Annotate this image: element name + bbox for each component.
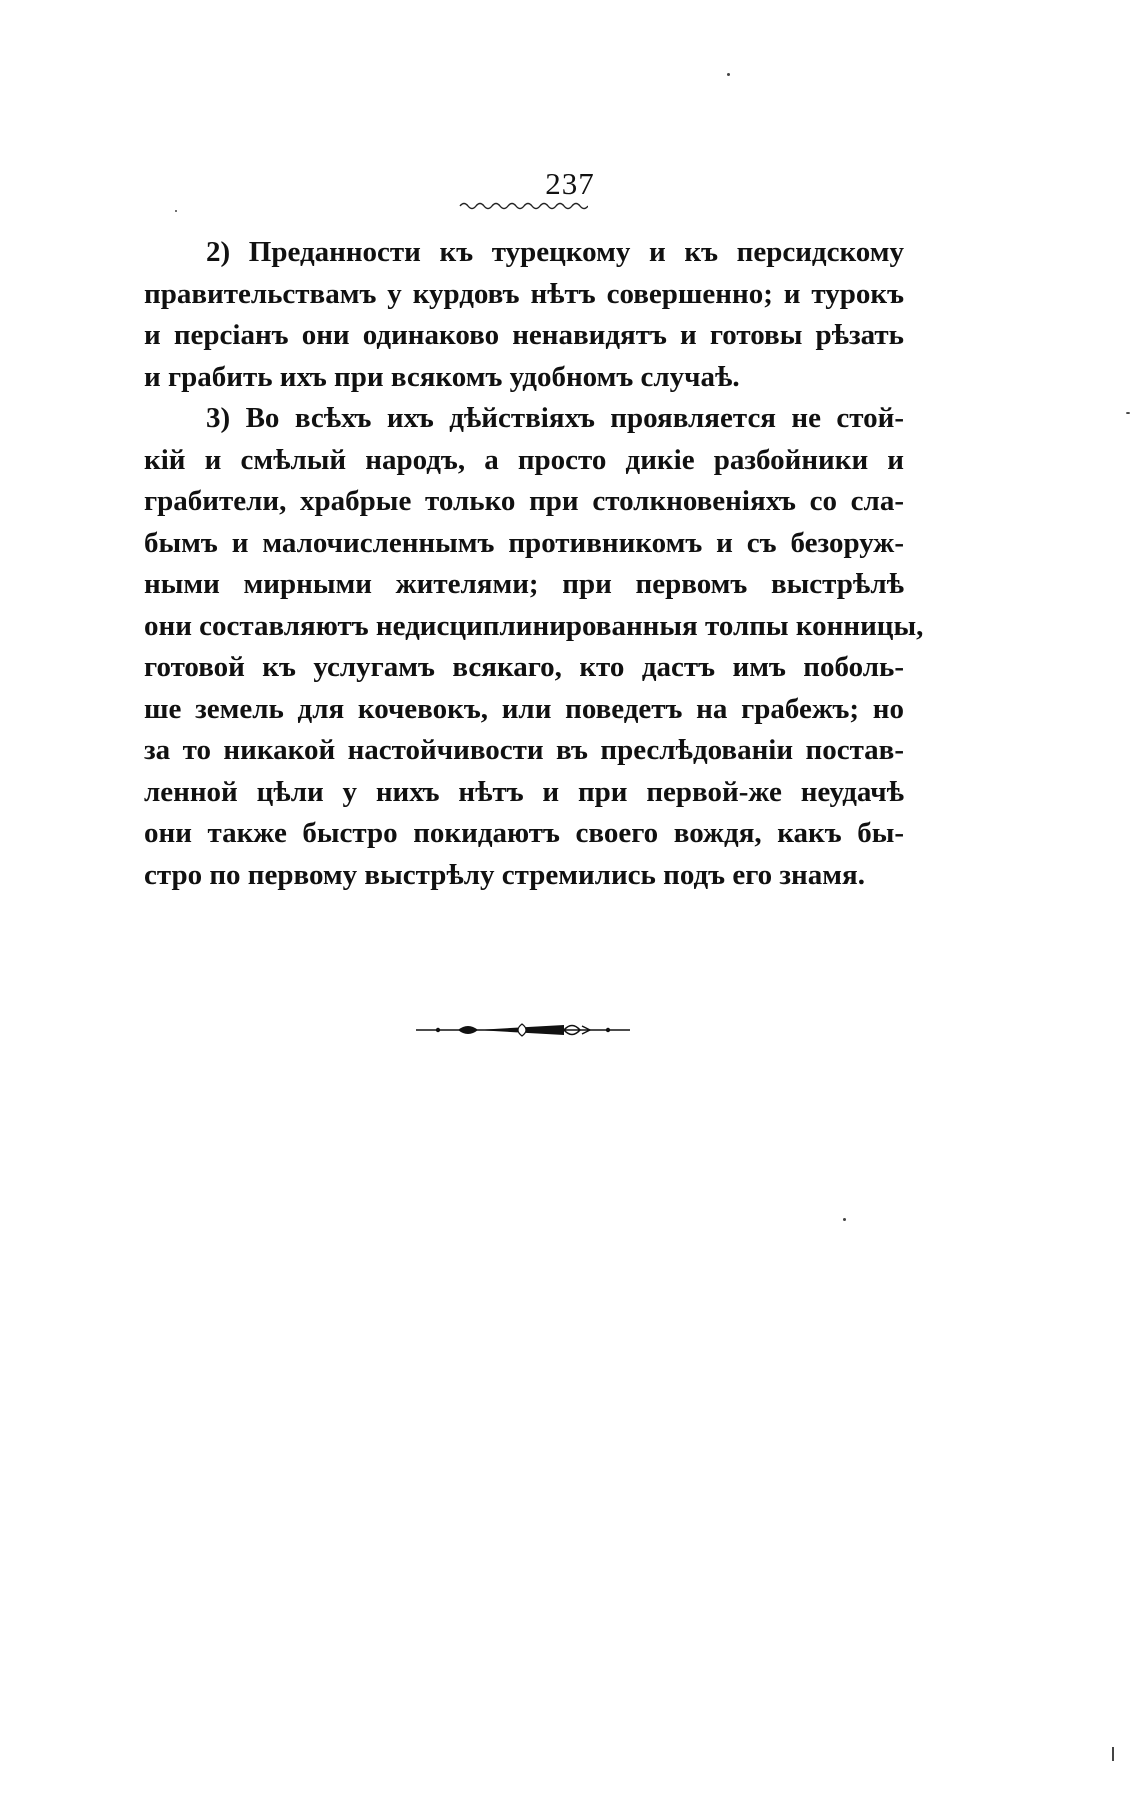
scan-speck [727,73,730,76]
text-line: и персіанъ они одинаково ненавидятъ и готовы рѣзать [144,319,904,351]
paragraph-2 [144,398,924,896]
scan-speck [175,210,177,212]
text-line: они составляютъ недисциплинированныя толпы конницы, [144,609,924,642]
page-number: 237 [545,166,595,201]
text-line: 2) Преданности къ турецкому и къ персидскому [206,236,904,268]
end-ornament-icon [414,1016,632,1044]
text-line: они также быстро покидаютъ своего вождя, какъ бы- [144,817,904,849]
text-line: ше земель для кочевокъ, или поведетъ на грабежъ; но [144,692,904,725]
scan-speck [1126,412,1130,414]
wavy-rule-ornament [458,200,588,212]
text-line: стро по первому выстрѣлу стремились подъ его знамя. [144,858,865,891]
body-text [144,232,924,896]
text-line: за то никакой настойчивости въ преслѣдованіи постав- [144,734,904,766]
text-line: грабители, храбрые только при столкновеніяхъ со сла- [144,485,904,517]
scan-speck [1112,1747,1114,1761]
text-line: ленной цѣли у нихъ нѣтъ и при первой-же неудачѣ [144,775,904,808]
text-line: 3) Во всѣхъ ихъ дѣйствіяхъ проявляется не стой- [206,402,904,434]
text-line: правительствамъ у курдовъ нѣтъ совершенно; и турокъ [144,277,904,310]
paragraph-1 [144,232,904,398]
text-line: и грабить ихъ при всякомъ удобномъ случаѣ. [144,360,740,393]
text-line: готовой къ услугамъ всякаго, кто дастъ имъ поболь- [144,651,904,683]
text-line: ными мирными жителями; при первомъ выстрѣлѣ [144,568,904,600]
text-line: бымъ и малочисленнымъ противникомъ и съ безоруж- [144,526,904,559]
scan-speck [843,1218,846,1221]
text-line: кій и смѣлый народъ, а просто дикіе разбойники и [144,443,904,476]
